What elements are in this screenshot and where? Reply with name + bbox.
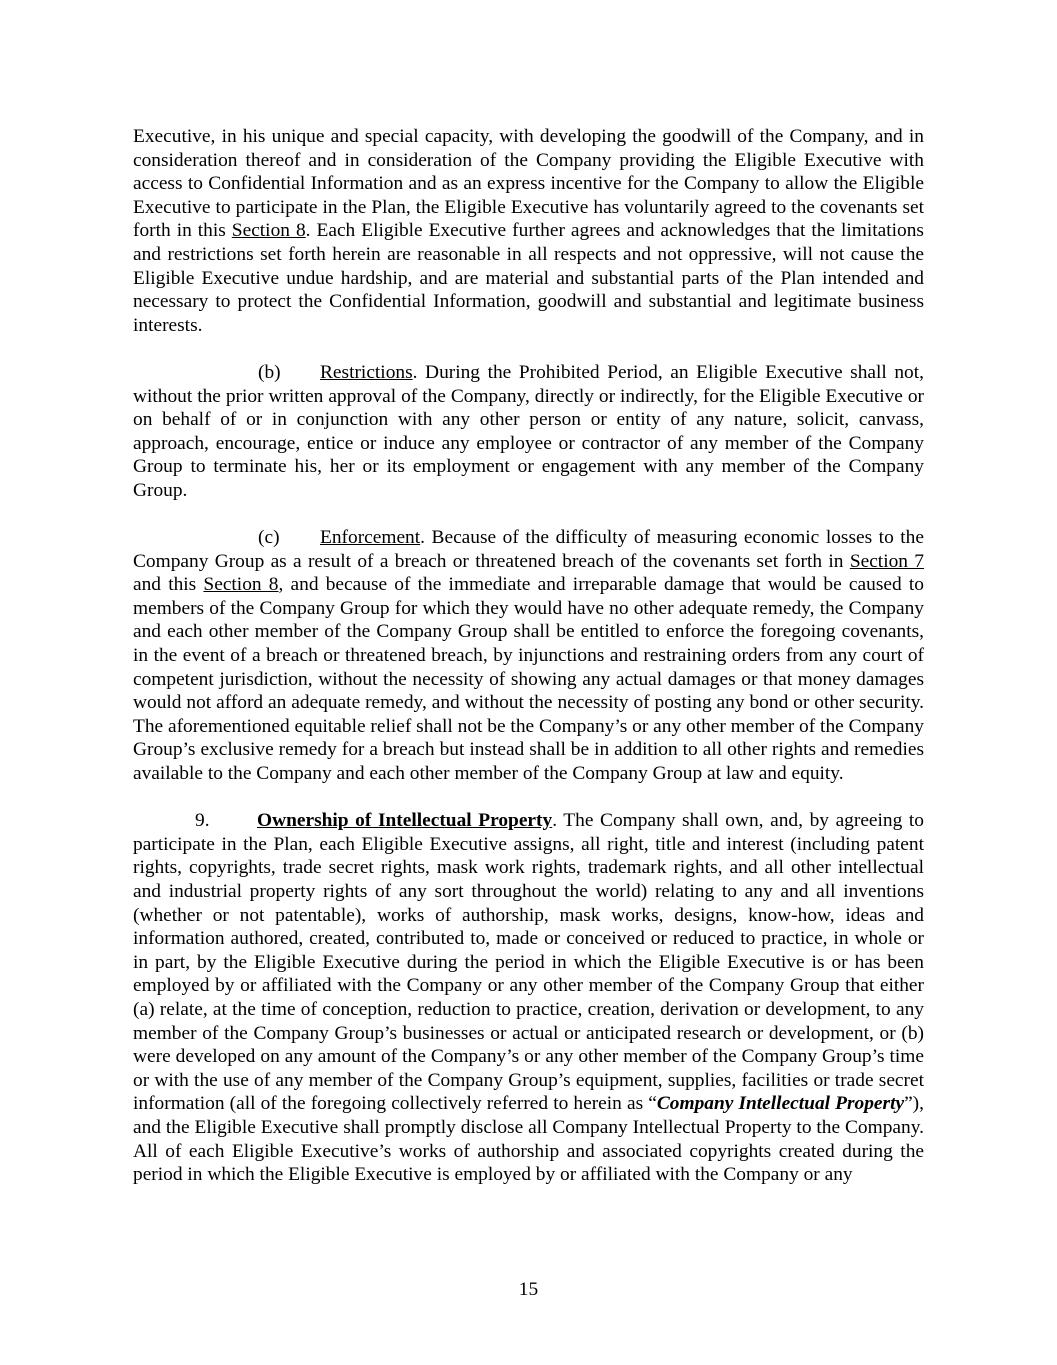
paragraph-continuation: Executive, in his unique and special capacity, with developing the goodwill of the Company, and in consideration thereof and in consideration of the Company providing the Eligible Executive with access to Confidential Information and as an express incentive for the Company to allow the Eligible Executive to participate in the Plan, the Eligible Executive has voluntarily agreed to the covenants set forth in this Section 8. Each Eligible Executive further agrees and acknowledges that the limitations and restrictions set forth herein are reasonable in all respects and not oppressive, will not cause the Eligible Executive undue hardship, and are material and substantial parts of the Plan intended and necessary to protect the Confidential Information, goodwill and substantial and legitimate business interests.: [133, 126, 924, 336]
subsection-title: Enforcement: [320, 527, 421, 549]
subsection-c: (c) Enforcement. Because of the difficulty of measuring economic losses to the Company Group as a result of a breach or threatened breach of the covenants set forth in Section 7 and this Section 8, and because of the immediate and irreparable damage that would be caused to members of the Company Group for which they would have no other adequate remedy, the Company and each other member of the Company Group shall be entitled to enforce the foregoing covenants, in the event of a breach or threatened breach, by injunctions and restraining orders from any court of competent jurisdiction, without the necessity of showing any actual damages or that money damages would not afford an adequate remedy, and without the necessity of posting any bond or other security. The aforementioned equitable relief shall not be the Company’s or any other member of the Company Group’s exclusive remedy for a breach but instead shall be in addition to all other rights and remedies available to the Company and each other member of the Company Group at law and equity.: [133, 527, 925, 785]
section-reference: Section 8: [203, 574, 279, 596]
subsection-marker: (c): [258, 527, 280, 549]
section-marker: 9.: [195, 810, 210, 832]
page-number: 15: [518, 1279, 539, 1300]
defined-term: Company Intellectual Property: [656, 1093, 905, 1115]
subsection-title: Restrictions: [320, 361, 413, 383]
document-body: [133, 125, 924, 1210]
subsection-b: (b) Restrictions. During the Prohibited Period, an Eligible Executive shall not, without the prior written approval of the Company, directly or indirectly, for the Eligible Executive or on behalf of or in conjunction with any other person or entity of any nature, solicit, canvass, approach, encourage, entice or induce any employee or contractor of any member of the Company Group to terminate his, her or its employment or engagement with any member of the Company Group.: [133, 361, 924, 501]
section-title: Ownership of Intellectual Property: [257, 810, 553, 832]
subsection-marker: (b): [258, 361, 281, 383]
section-reference: Section 7: [849, 550, 924, 572]
section-9: 9. Ownership of Intellectual Property. The Company shall own, and, by agreeing to participate in the Plan, each Eligible Executive assigns, all right, title and interest (including patent rights, copyrights, trade secret rights, mask work rights, trademark rights, and all other intellectual and industrial property rights of any sort throughout the world) relating to any and all inventions (whether or not patentable), works of authorship, mask works, designs, know-how, ideas and information authored, created, contributed to, made or conceived or reduced to practice, in whole or in part, by the Eligible Executive during the period in which the Eligible Executive is or has been employed by or affiliated with the Company or any other member of the Company Group that either (a) relate, at the time of conception, reduction to practice, creation, derivation or development, to any member of the Company Group’s businesses or actual or anticipated research or development, or (b) were developed on any amount of the Company’s or any other member of the Company Group’s time or with the use of any member of the Company Group’s equipment, supplies, facilities or trade secret information (all of the foregoing collectively referred to herein as “Company Intellectual Property”), and the Eligible Executive shall promptly disclose all Company Intellectual Property to the Company. All of each Eligible Executive’s works of authorship and associated copyrights created during the period in which the Eligible Executive is employed by or affiliated with the Company or any: [133, 810, 924, 1186]
section-reference: Section 8: [231, 220, 306, 242]
